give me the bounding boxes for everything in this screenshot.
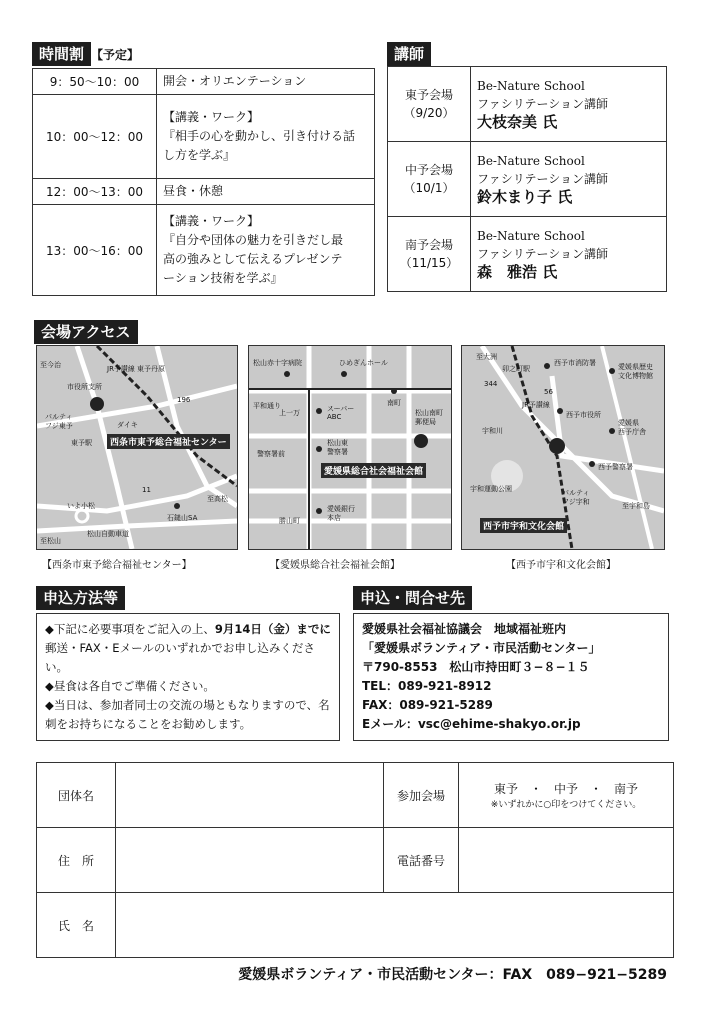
venue-date: （10/1） — [403, 181, 455, 195]
map-label: 愛媛銀行 — [327, 505, 355, 513]
program-line: ーション技術を学ぶ』 — [163, 271, 283, 285]
map-label: 至宇和島 — [622, 502, 650, 510]
lecturer-title: 講師 — [387, 42, 431, 66]
schedule-program — [157, 205, 375, 296]
map-label: 至今治 — [40, 361, 61, 369]
lecturer-name: 大枝奈美 氏 — [477, 113, 558, 131]
program-line: 『相手の心を動かし、引き付ける話 — [163, 129, 356, 143]
apply-item: ◆下記に必要事項をご記入の上、9月14日（金）までに郵送・FAX・Eメールのいずれかでお申し込みください。 — [45, 622, 331, 674]
lecturer-header — [387, 44, 431, 63]
lecturer-org: Be-Nature School — [477, 154, 585, 168]
schedule-time: 10：00〜12：00 — [33, 95, 157, 179]
schedule-table — [32, 68, 375, 296]
map-label: 西予警察署 — [598, 463, 633, 471]
program-line: 開会・オリエンテーション — [163, 74, 307, 88]
schedule-row — [33, 179, 375, 205]
form-row — [37, 893, 674, 958]
venue-select[interactable] — [459, 763, 674, 828]
map-label: ABC — [327, 413, 342, 421]
map-label: 西予庁舎 — [618, 428, 646, 436]
map-label: 宇和運動公園 — [470, 485, 512, 493]
apply-item: ◆昼食は各自でご準備ください。 — [45, 679, 215, 693]
map-label: 平和通り — [253, 402, 281, 410]
map-label: 勝山町 — [279, 517, 300, 525]
schedule-header — [32, 44, 139, 63]
group-label: 団体名 — [37, 763, 116, 828]
map-label: 西予市役所 — [566, 411, 601, 419]
lecturer-role: ファシリテーション講師 — [477, 172, 609, 186]
schedule-note: 【予定】 — [91, 48, 140, 62]
venue-label: 西条市東予総合福祉センター — [107, 434, 230, 449]
application-form — [36, 762, 674, 958]
map-label: 宇和川 — [482, 427, 503, 435]
schedule-program — [157, 179, 375, 205]
map-label: 郵便局 — [415, 418, 436, 426]
program-line: 昼食・休憩 — [163, 184, 224, 198]
map-label: 松山南町 — [415, 409, 443, 417]
schedule-time: 9：50〜10：00 — [33, 69, 157, 95]
contact-address: 〒790-8553 松山市持田町３−８−１５ — [362, 660, 590, 674]
route-badge: 11 — [142, 486, 151, 494]
group-input[interactable] — [116, 763, 384, 828]
map-label: 市役所支所 — [67, 383, 102, 391]
lecturer-role: ファシリテーション講師 — [477, 247, 609, 261]
name-label: 氏 名 — [37, 893, 116, 958]
map-label: JR予讃線 — [107, 365, 135, 373]
lecturer-row — [388, 142, 667, 217]
map-label: フジ宇和 — [562, 498, 590, 506]
lecturer-info — [471, 142, 667, 217]
lecturer-org: Be-Nature School — [477, 229, 585, 243]
schedule-row — [33, 205, 375, 296]
map-label: 至大洲 — [476, 353, 497, 361]
schedule-title: 時間割 — [32, 42, 91, 66]
venue-date: （11/15） — [399, 256, 459, 270]
map-label: 至高松 — [207, 495, 228, 503]
contact-header — [353, 588, 472, 607]
lecturer-venue — [388, 142, 471, 217]
apply-title: 申込方法等 — [36, 586, 125, 610]
apply-box — [36, 613, 340, 741]
map-label: 石鎚山SA — [167, 514, 198, 522]
phone-input[interactable] — [459, 828, 674, 893]
lecturer-info — [471, 217, 667, 292]
schedule-program — [157, 95, 375, 179]
route-badge: 56 — [544, 388, 553, 396]
map-label: スーパー — [327, 405, 355, 413]
map-label: フジ東予 — [45, 422, 73, 430]
venue-label: 参加会場 — [384, 763, 459, 828]
map-label: いよ小松 — [67, 502, 95, 510]
map-toyo — [36, 345, 238, 550]
apply-text: 下記に必要事項をご記入の上、 — [53, 622, 215, 636]
address-input[interactable] — [116, 828, 384, 893]
program-line: 【講義・ワーク】 — [163, 214, 260, 228]
lecturer-info — [471, 67, 667, 142]
name-input[interactable] — [116, 893, 674, 958]
access-title: 会場アクセス — [34, 320, 138, 344]
venue-date: （9/20） — [403, 106, 455, 120]
apply-text: 郵送・FAX・Eメールのいずれかでお申し込みください。 — [45, 641, 315, 674]
lecturer-row — [388, 217, 667, 292]
venue-name: 東予会場 — [404, 88, 453, 102]
map-label: 松山自動車道 — [87, 530, 129, 538]
map-label: ダイキ — [117, 421, 138, 429]
map-label: 上一万 — [279, 409, 300, 417]
schedule-row — [33, 69, 375, 95]
venue-label: 愛媛県総合社会福祉会館 — [321, 463, 426, 478]
map-label: パルティ — [45, 413, 73, 421]
venue-name: 南予会場 — [404, 238, 453, 252]
apply-text: 当日は、参加者同士の交流の場ともなりますので、名刺をお持ちになることをお勧めします。 — [45, 698, 330, 731]
map-label: 卯之町駅 — [502, 365, 530, 373]
apply-deadline: 9月14日（金）までに — [214, 622, 331, 636]
form-row — [37, 763, 674, 828]
contact-email[interactable]: Eメール：vsc@ehime-shakyo.or.jp — [362, 717, 581, 731]
schedule-row — [33, 95, 375, 179]
form-row — [37, 828, 674, 893]
lecturer-name: 森 雅浩 氏 — [477, 263, 558, 281]
map-nanyo — [461, 345, 665, 550]
map-label: 本店 — [327, 514, 341, 522]
program-line: 『自分や団体の魅力を引きだし最 — [163, 233, 344, 247]
apply-item: ◆当日は、参加者同士の交流の場ともなりますので、名刺をお持ちになることをお勧めします。 — [45, 698, 330, 731]
address-label: 住 所 — [37, 828, 116, 893]
venue-options[interactable]: 東予 ・ 中予 ・ 南予 — [493, 782, 638, 796]
venue-name: 中予会場 — [404, 163, 453, 177]
map-label: 警察署 — [327, 448, 348, 456]
lecturer-table — [387, 66, 667, 292]
lecturer-row — [388, 67, 667, 142]
apply-header — [36, 588, 125, 607]
contact-tel: TEL：089-921-8912 — [362, 679, 492, 693]
route-badge: 344 — [484, 380, 498, 388]
phone-label: 電話番号 — [384, 828, 459, 893]
map-label: 愛媛県 — [618, 419, 639, 427]
venue-note: ※いずれかに○印をつけてください。 — [490, 800, 642, 810]
lecturer-venue — [388, 67, 471, 142]
program-line: 高の強みとして伝えるプレゼンテ — [163, 252, 343, 266]
map-caption: 【愛媛県総合社会福祉会館】 — [270, 560, 400, 571]
map-label: 愛媛県歴史 — [618, 363, 653, 371]
access-header — [34, 322, 138, 341]
map-label: ひめぎんホール — [339, 359, 388, 367]
contact-box — [353, 613, 669, 741]
map-label: 松山赤十字病院 — [253, 359, 302, 367]
lecturer-venue — [388, 217, 471, 292]
map-caption: 【西条市東予総合福祉センター】 — [42, 560, 192, 571]
contact-org: 愛媛県社会福祉協議会 地域福祉班内 — [362, 622, 567, 636]
map-label: 東予駅 — [71, 439, 92, 447]
map-label: 警察署前 — [257, 450, 285, 458]
map-label: 松山東 — [327, 439, 348, 447]
map-chuyo — [248, 345, 452, 550]
lecturer-name: 鈴木まり子 氏 — [477, 188, 573, 206]
apply-text: 昼食は各自でご準備ください。 — [53, 679, 215, 693]
contact-title: 申込・問合せ先 — [353, 586, 472, 610]
map-label: 南町 — [387, 399, 401, 407]
program-line: し方を学ぶ』 — [163, 148, 236, 162]
schedule-time: 12：00〜13：00 — [33, 179, 157, 205]
map-label: パルティ — [562, 489, 590, 497]
route-badge: 196 — [177, 396, 191, 404]
map-label: 東予丹原 — [137, 365, 165, 373]
map-label: JR予讃線 — [522, 401, 550, 409]
map-label: 西予市消防署 — [554, 359, 596, 367]
schedule-program — [157, 69, 375, 95]
venue-label: 西予市宇和文化会館 — [480, 518, 567, 533]
map-label: 文化博物館 — [618, 372, 653, 380]
lecturer-org: Be-Nature School — [477, 79, 585, 93]
contact-fax: FAX：089-921-5289 — [362, 698, 493, 712]
program-line: 【講義・ワーク】 — [163, 110, 260, 124]
footer-fax: 愛媛県ボランティア・市民活動センター：FAX 089−921−5289 — [238, 967, 667, 983]
contact-center: 「愛媛県ボランティア・市民活動センター」 — [362, 641, 601, 655]
map-caption: 【西予市宇和文化会館】 — [506, 560, 616, 571]
schedule-time: 13：00〜16：00 — [33, 205, 157, 296]
lecturer-role: ファシリテーション講師 — [477, 97, 609, 111]
map-label: 至松山 — [40, 537, 61, 545]
